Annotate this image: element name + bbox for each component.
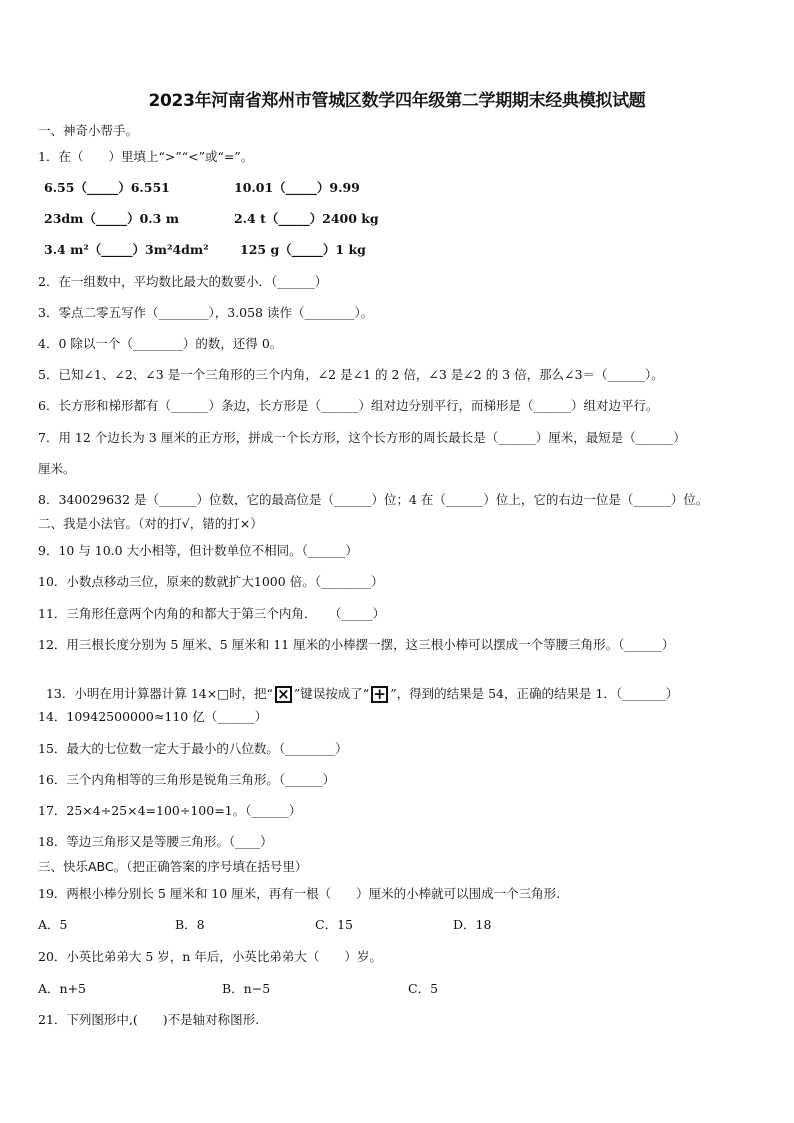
- question-7-line-2: 厘米。: [38, 461, 76, 476]
- question-1-stem: 1．在（ ）里填上“>”“<”或“=”。: [38, 149, 254, 164]
- multiply-key-icon: ×: [275, 686, 292, 703]
- question-13: [38, 669, 678, 703]
- question-1-item: 10.01（_____）9.99: [234, 180, 360, 195]
- question-4: 4．0 除以一个（________）的数，还得 0。: [38, 336, 283, 351]
- section-3-heading: 三、快乐ABC。（把正确答案的序号填在括号里）: [38, 859, 308, 874]
- question-1-item: 2.4 t（_____）2400 kg: [234, 211, 379, 226]
- question-1-item: 125 g（_____）1 kg: [240, 242, 366, 257]
- question-20-option-b: B．n−5: [222, 981, 271, 996]
- page-title: 2023年河南省郑州市管城区数学四年级第二学期期末经典模拟试题: [148, 91, 646, 111]
- question-20-option-c: C．5: [408, 981, 439, 996]
- question-13-text-3: ”，得到的结果是 54，正确的结果是 1．（_______）: [390, 686, 679, 701]
- question-15: 15．最大的七位数一定大于最小的八位数。（________）: [38, 741, 348, 756]
- question-2: 2．在一组数中，平均数比最大的数要小．（______）: [38, 274, 328, 289]
- question-10: 10．小数点移动三位，原来的数就扩大1000 倍。（________）: [38, 574, 384, 589]
- question-19-option-a: A．5: [38, 917, 68, 932]
- question-20-option-a: A．n+5: [38, 981, 87, 996]
- question-14: 14．10942500000≈110 亿（______）: [38, 709, 268, 724]
- question-17: 17．25×4÷25×4=100÷100=1。（______）: [38, 803, 302, 818]
- question-9: 9．10 与 10.0 大小相等，但计数单位不相同。（______）: [38, 543, 358, 558]
- question-13-text-2: ”键误按成了“: [293, 686, 370, 701]
- question-20-stem: 20．小英比弟弟大 5 岁，n 年后，小英比弟弟大（ ）岁。: [38, 949, 382, 964]
- question-7-line-1: 7．用 12 个边长为 3 厘米的正方形，拼成一个长方形，这个长方形的周长最长是（______）厘米，最短是（______）: [38, 430, 686, 445]
- question-1-item: 3.4 m²（_____）3m²4dm²: [44, 242, 209, 257]
- question-1-item: 23dm（_____）0.3 m: [44, 211, 179, 226]
- question-18: 18．等边三角形又是等腰三角形。（____）: [38, 834, 273, 849]
- question-6: 6．长方形和梯形都有（______）条边，长方形是（______）组对边分别平行，而梯形是（______）组对边平行。: [38, 398, 659, 413]
- question-1-item: 6.55（_____）6.551: [44, 180, 170, 195]
- question-13-text-1: 13．小明在用计算器计算 14×□时，把“: [45, 686, 273, 701]
- section-1-heading: 一、神奇小帮手。: [38, 123, 139, 138]
- question-21: 21．下列图形中,( )不是轴对称图形.: [38, 1012, 260, 1027]
- question-11: 11．三角形任意两个内角的和都大于第三个内角． （_____）: [38, 606, 386, 621]
- question-12: 12．用三根长度分别为 5 厘米、5 厘米和 11 厘米的小棒摆一摆，这三根小棒可以摆成一个等腰三角形。（______）: [38, 637, 675, 652]
- question-3: 3．零点二零五写作（________），3.058 读作（________）。: [38, 305, 374, 320]
- question-19-option-c: C．15: [315, 917, 353, 932]
- question-19-option-d: D．18: [453, 917, 492, 932]
- plus-key-icon: +: [371, 686, 388, 703]
- question-5: 5．已知∠1、∠2、∠3 是一个三角形的三个内角，∠2 是∠1 的 2 倍，∠3 是∠2 的 3 倍，那么∠3＝（______）。: [38, 367, 664, 382]
- question-19-stem: 19．两根小棒分别长 5 厘米和 10 厘米，再有一根（ ）厘米的小棒就可以围成一个三角形.: [38, 886, 561, 901]
- question-8: 8．340029632 是（______）位数，它的最高位是（______）位；4 在（______）位上，它的右边一位是（______）位。: [38, 492, 709, 507]
- question-19-option-b: B．8: [175, 917, 205, 932]
- section-2-heading: 二、我是小法官。（对的打√，错的打×）: [38, 516, 263, 531]
- question-16: 16．三个内角相等的三角形是锐角三角形。（______）: [38, 772, 336, 787]
